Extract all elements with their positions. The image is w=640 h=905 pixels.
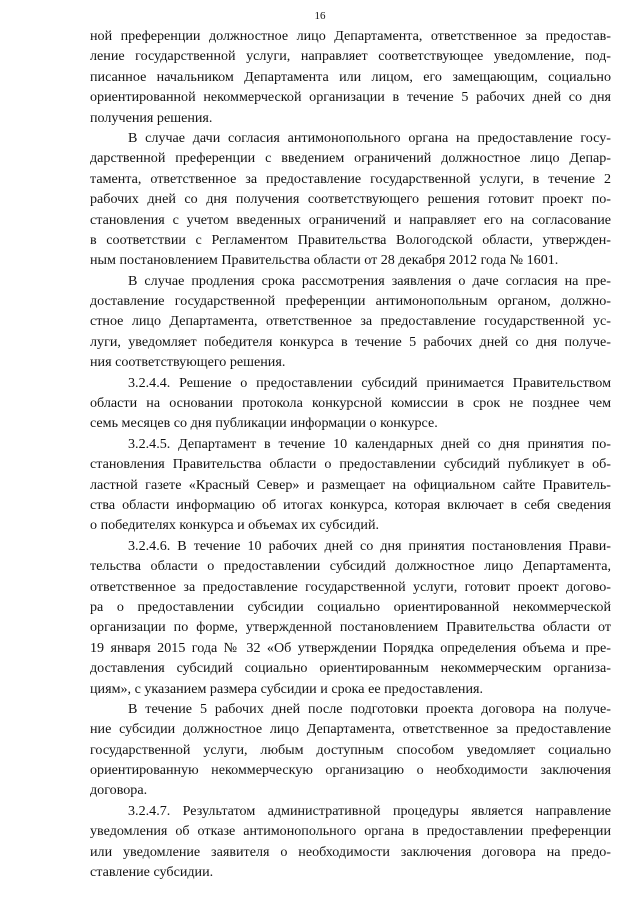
text-line: о победителях конкурса и объемах их субсидий. (90, 517, 380, 534)
text-line: доставления субсидий социально ориентированным некоммерческим организа- (90, 660, 611, 677)
text-line: луги, уведомляет победителя конкурса в течение 5 рабочих дней со дня получе- (90, 333, 611, 350)
text-line: 3.2.4.7. Результатом административной процедуры является направление (128, 802, 611, 819)
text-line: ным постановлением Правительства области от 28 декабря 2012 года № 1601. (90, 252, 559, 269)
text-line: 3.2.4.4. Решение о предоставлении субсидий принимается Правительством (128, 374, 611, 391)
paragraph (90, 536, 611, 699)
text-line: получения решения. (90, 109, 213, 126)
text-line: государственной услуги, любым доступным способом уведомляет социально (90, 741, 611, 758)
paragraph (90, 128, 611, 271)
text-line: ответственное за предоставление государственной услуги, готовит проект догово- (90, 578, 611, 595)
paragraph (90, 801, 611, 883)
text-line: 3.2.4.6. В течение 10 рабочих дней со дня принятия постановления Прави- (128, 537, 611, 554)
text-line: В случае дачи согласия антимонопольного органа на предоставление госу- (128, 129, 611, 146)
text-line: 19 января 2015 года № 32 «Об утверждении Порядка определения объема и пре- (90, 639, 611, 656)
paragraph (90, 434, 611, 536)
text-line: договора. (90, 782, 148, 799)
text-line: уведомления об отказе антимонопольного органа в предоставлении преференции (90, 823, 611, 840)
text-line: или уведомление заявителя о необходимости заключения договора на предо- (90, 843, 611, 860)
paragraph (90, 26, 611, 128)
text-line: ластной газете «Красный Север» и размещает на официальном сайте Правитель- (90, 476, 611, 493)
text-line: ной преференции должностное лицо Департамента, ответственное за предостав- (90, 28, 611, 44)
text-line: становления с учетом введенных ограничений и направляет его на согласование (90, 211, 611, 228)
text-line: ра о предоставлении субсидии социально ориентированной некоммерческой (90, 598, 611, 615)
paragraph (90, 699, 611, 801)
paragraph (90, 271, 611, 373)
document-body (90, 26, 611, 882)
text-line: ставление субсидии. (90, 864, 214, 881)
text-line: становления Правительства области о предоставлении субсидий публикует в об- (90, 456, 611, 473)
text-line: рабочих дней со дня получения соответствующего решения готовит проект по- (90, 191, 611, 208)
text-line: В случае продления срока рассмотрения заявления о даче согласия на пре- (128, 272, 611, 289)
text-line: ства области информацию об итогах конкурса, которая включает в себя сведения (90, 496, 611, 513)
text-line: ориентированную некоммерческую организацию о необходимости заключения (90, 762, 611, 779)
text-line: тельства области о предоставлении субсидий должностное лицо Департамента, (90, 558, 611, 575)
paragraph (90, 373, 611, 434)
text-line: организации по форме, утвержденной постановлением Правительства области от (90, 619, 611, 636)
text-line: ния соответствующего решения. (90, 354, 286, 371)
text-line: доставление государственной преференции антимонопольным органом, должно- (90, 293, 611, 310)
text-line: ориентированной некоммерческой организации в течение 5 рабочих дней со дня (90, 89, 611, 106)
text-line: писанное начальником Департамента или лицом, его замещающим, социально (90, 68, 611, 85)
text-line: области на основании протокола конкурсной комиссии в срок не позднее чем (90, 395, 611, 412)
page-number: 16 (314, 10, 326, 22)
text-line: в соответствии с Регламентом Правительства Вологодской области, утвержден- (90, 231, 611, 248)
text-line: тамента, ответственное за предоставление государственной услуги, в течение 2 (90, 170, 611, 187)
text-line: семь месяцев со дня публикации информации о конкурсе. (90, 415, 438, 432)
text-line: дарственной преференции с введением ограничений должностное лицо Депар- (90, 150, 611, 167)
text-line: циям», с указанием размера субсидии и срока ее предоставления. (90, 680, 484, 697)
text-line: 3.2.4.5. Департамент в течение 10 календарных дней со дня принятия по- (128, 435, 611, 452)
text-line: стное лицо Департамента, ответственное за предоставление государственной ус- (90, 313, 611, 330)
text-line: ление государственной услуги, направляет соответствующее уведомление, под- (90, 48, 611, 65)
text-line: ние субсидии должностное лицо Департамента, ответственное за предоставление (90, 721, 611, 738)
text-line: В течение 5 рабочих дней после подготовки проекта договора на получе- (128, 700, 611, 717)
